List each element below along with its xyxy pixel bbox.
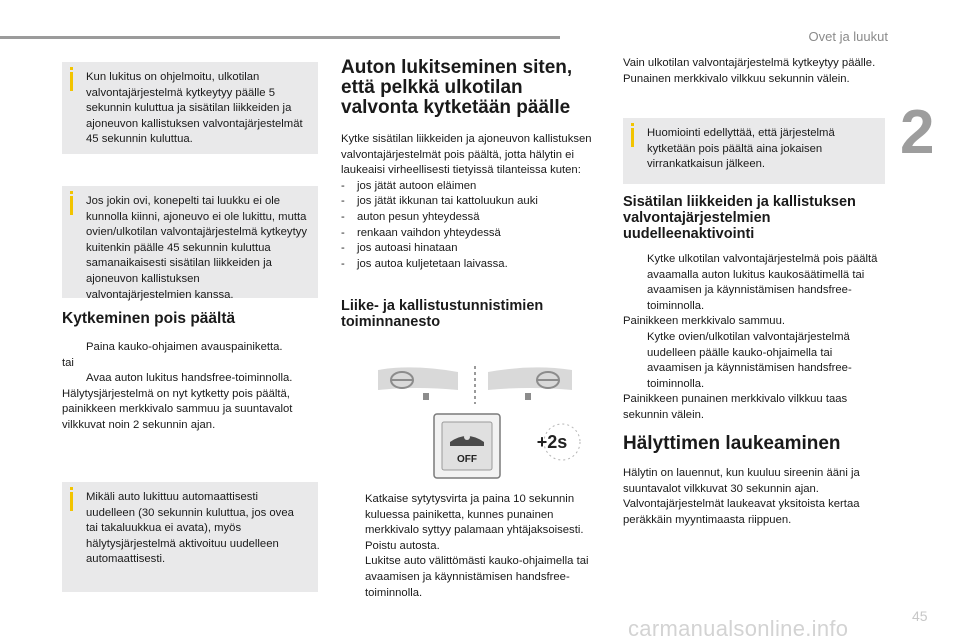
dash-icon: - [341,226,345,239]
paragraph: Hälytysjärjestelmä on nyt kytketty pois päältä, painikkeen merkkivalo sammuu ja suuntavalot vilkkuvat noin 2 sekunnin ajan. [62,387,293,431]
list-item [341,257,601,273]
reactivation-section [623,194,889,424]
paragraph: Vain ulkotilan valvontajärjestelmä kytkeytyy päälle. Punainen merkkivalo vilkkuu sekunnin välein. [623,57,876,85]
info-icon [631,128,634,147]
dash-icon: - [341,210,345,223]
dash-icon: - [341,242,345,255]
list-item [341,210,601,226]
list-item-text: Poistu autosta. [365,539,440,552]
list-item [341,194,601,210]
timer-icon [537,424,580,460]
list-item [623,252,889,314]
list-item [341,179,601,195]
list-item-text: jos autoa kuljetetaan laivassa. [357,257,508,270]
page-number: 45 [912,608,928,624]
alarm-button-figure [372,362,590,480]
section-heading: Sisätilan liikkeiden ja kallistuksen valvontajärjestelmien uudelleenaktivointi [623,194,856,242]
list-item-text: Kytke ulkotilan valvontajärjestelmä pois päältä avaamalla auton lukitus kaukosäätimellä tai avaamisen ja käynnistämisen handsfree-toiminnolla. [647,253,878,312]
sub-heading: Liike- ja kallistustunnistimien toiminnanesto [341,298,544,331]
header-rule [0,36,560,39]
paragraph: Hälytin on lauennut, kun kuuluu sireenin ääni ja suuntavalot vilkkuvat 30 sekunnin ajan. Valvontajärjestelmät laukeavat yksitoista kertaa peräkkäin myyntimaasta riippuen. [623,467,860,526]
list-item-text: Kytke ovien/ulkotilan valvontajärjestelmä uudelleen päälle kauko-ohjaimella tai avaamisen ja käynnistämisen handsfree-toiminnolla. [647,330,852,390]
list-item [341,492,603,539]
car-interior-icon [378,367,458,400]
list-item-text: renkaan vaihdon yhteydessä [357,226,501,239]
list-item-text: jos autoasi hinataan [357,242,458,255]
section-heading: Auton lukitseminen siten, että pelkkä ulkotilan valvonta kytketään päälle [341,57,573,118]
list-item [341,554,603,601]
list-item [341,241,601,257]
list-item-text: Lukitse auto välittömästi kauko-ohjaimella tai avaamisen ja käynnistämisen handsfree-toiminnolla. [365,555,589,599]
list-item-text: Paina kauko-ohjaimen avauspainiketta. [86,341,283,353]
exterior-lock-section [341,58,601,330]
paragraph: Painikkeen punainen merkkivalo vilkkuu taas sekunnin välein. [623,393,848,421]
info-note-open-door [62,186,318,301]
list-item-text: jos jätät autoon eläimen [357,179,477,192]
note-text: Mikäli auto lukittuu automaattisesti uudelleen (30 sekunnin kuluttua, jos ovea tai takaluukkua ei avata), myös hälytysjärjestelmä aktivoituu uudelleen automaattisesti. [86,491,294,566]
info-icon [70,72,73,91]
list-item [62,340,318,356]
note-text: Huomiointi edellyttää, että järjestelmä kytketään pois päältä aina jokaisen virrankatkaisun jälkeen. [647,127,835,171]
info-note-lock-timing [62,62,318,154]
alarm-trigger-section [623,434,889,528]
car-tilt-icon [488,367,572,400]
list-item-text: jos jätät ikkunan tai kattoluukun auki [357,195,538,208]
info-icon [70,196,73,215]
chapter-number: 2 [900,98,935,167]
list-item [341,539,603,555]
or-text: tai [62,356,74,369]
section-heading: Hälyttimen laukeaminen [623,433,841,454]
dash-icon: - [341,195,345,208]
off-label: OFF [457,454,477,465]
info-note-relock [62,482,318,592]
watermark: carmanualsonline.info [628,616,849,640]
list-item-text: Katkaise sytytysvirta ja paina 10 sekunnin kuluessa painiketta, kunnes punainen merkkivalo syttyy palamaan yhtäjaksoisesti. [365,493,584,537]
timer-label: +2s [536,432,568,452]
paragraph: Painikkeen merkkivalo sammuu. [623,315,785,328]
alarm-off-button [434,414,500,478]
dash-icon: - [341,179,345,192]
section-title: Ovet ja luukut [808,29,888,44]
list-item-text: auton pesun yhteydessä [357,210,480,223]
info-note-power-cut [623,118,885,184]
list-item-text: Avaa auton lukitus handsfree-toiminnolla. [86,372,293,385]
condition-list [341,179,601,273]
paragraph: Kytke sisätilan liikkeiden ja ajoneuvon kallistuksen valvontajärjestelmät pois päältä, jotta hälytin ei laukeaisi virheellisesti tietyissä tilanteissa kuten: [341,133,592,177]
exterior-only-text [623,56,885,87]
list-item [623,330,889,392]
info-icon [70,492,73,511]
section-heading: Kytkeminen pois päältä [62,310,236,327]
dash-icon: - [341,257,345,270]
list-item [62,371,318,387]
deactivation-steps [341,492,603,601]
note-text: Kun lukitus on ohjelmoitu, ulkotilan valvontajärjestelmä kytkeytyy päälle 5 sekunnin kuluttua ja sisätilan liikkeiden ja ajoneuvon kallistuksen valvontajärjestelmät 45 sekunnin kuluttua. [86,71,303,146]
note-text: Jos jokin ovi, konepelti tai luukku ei ole kunnolla kiinni, ajoneuvo ei ole lukittu, mutta ovien/ulkotilan valvontajärjestelmä kytkeytyy kuitenkin päälle 45 sekunnin kuluttua samanaikaisesti sisätilan liikkeiden ja ajoneuvon kallistuksen valvontajärjestelmien kanssa. [86,195,308,301]
list-item [341,226,601,242]
deactivation-section [62,310,318,434]
